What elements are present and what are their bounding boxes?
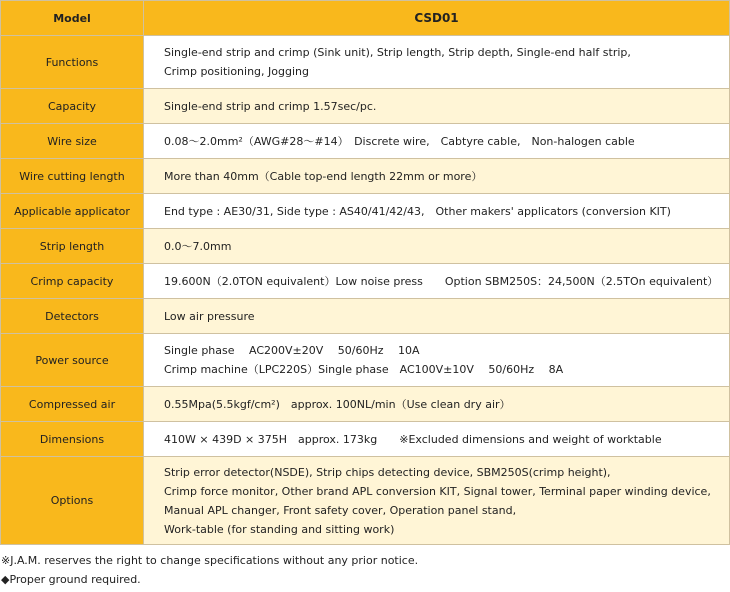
row-value-line: Crimp machine（LPC220S）Single phase AC100V±10V 50/60Hz 8A	[164, 363, 564, 376]
row-value-line: Crimp positioning, Jogging	[164, 65, 309, 78]
row-label: Wire size	[1, 124, 144, 159]
table-row	[1, 422, 730, 457]
grounding-note: ◆Proper ground required.	[1, 573, 141, 586]
disclaimer-note: ※J.A.M. reserves the right to change specifications without any prior notice.	[1, 554, 419, 567]
table-row	[1, 387, 730, 422]
row-label: Applicable applicator	[1, 194, 144, 229]
row-value-line: 19.600N（2.0TON equivalent）Low noise press Option SBM250S：24,500N（2.5TOn equivalent）	[164, 274, 719, 288]
table-row	[1, 229, 730, 264]
row-value	[144, 387, 730, 422]
row-label: Dimensions	[1, 422, 144, 457]
table-row	[1, 264, 730, 299]
table-row	[1, 334, 730, 387]
row-label: Capacity	[1, 89, 144, 124]
row-label: Compressed air	[1, 387, 144, 422]
row-label: Functions	[1, 36, 144, 89]
table-row	[1, 194, 730, 229]
row-label: Power source	[1, 334, 144, 387]
table-row	[1, 36, 730, 89]
row-value	[144, 299, 730, 334]
table-row	[1, 457, 730, 545]
row-value	[144, 124, 730, 159]
table-row	[1, 159, 730, 194]
row-value-line: 0.55Mpa(5.5kgf/cm²) approx. 100NL/min（Use clean dry air）	[164, 397, 511, 411]
row-label: Wire cutting length	[1, 159, 144, 194]
row-label: Crimp capacity	[1, 264, 144, 299]
header-model-cell: CSD01	[144, 1, 730, 36]
row-value-line: End type : AE30/31, Side type : AS40/41/42/43, Other makers' applicators (conversion KIT)	[164, 204, 671, 218]
row-value	[144, 36, 730, 89]
row-value-line: Manual APL changer, Front safety cover, Operation panel stand,	[164, 503, 517, 517]
row-value	[144, 457, 730, 545]
row-value-line: Work-table (for standing and sitting work)	[164, 522, 395, 536]
table-row	[1, 124, 730, 159]
row-value	[144, 194, 730, 229]
row-value	[144, 159, 730, 194]
row-value-line: Single phase AC200V±20V 50/60Hz 10A	[164, 344, 420, 357]
row-value-line: More than 40mm（Cable top-end length 22mm or more）	[164, 169, 483, 183]
row-label: Options	[1, 457, 144, 545]
row-value-line: 0.0～7.0mm	[164, 239, 232, 253]
row-value	[144, 264, 730, 299]
row-value-line: Single-end strip and crimp 1.57sec/pc.	[164, 99, 377, 113]
row-value	[144, 334, 730, 387]
row-value-line: Strip error detector(NSDE), Strip chips detecting device, SBM250S(crimp height),	[164, 465, 611, 479]
row-value-line: Low air pressure	[164, 309, 255, 323]
table-header-row	[1, 1, 730, 36]
row-label: Strip length	[1, 229, 144, 264]
row-value	[144, 89, 730, 124]
row-value	[144, 422, 730, 457]
row-label: Detectors	[1, 299, 144, 334]
table-row	[1, 89, 730, 124]
table-row	[1, 299, 730, 334]
header-label-cell: Model	[1, 1, 144, 36]
row-value-line: 0.08～2.0mm²（AWG#28～#14） Discrete wire, Cabtyre cable, Non-halogen cable	[164, 134, 635, 148]
row-value-line: 410W × 439D × 375H approx. 173kg ※Excluded dimensions and weight of worktable	[164, 432, 662, 446]
row-value	[144, 229, 730, 264]
row-value-line: Crimp force monitor, Other brand APL conversion KIT, Signal tower, Terminal paper winding device,	[164, 484, 711, 498]
footnotes	[0, 545, 730, 589]
row-value-line: Single-end strip and crimp (Sink unit), Strip length, Strip depth, Single-end half strip,	[164, 46, 631, 59]
